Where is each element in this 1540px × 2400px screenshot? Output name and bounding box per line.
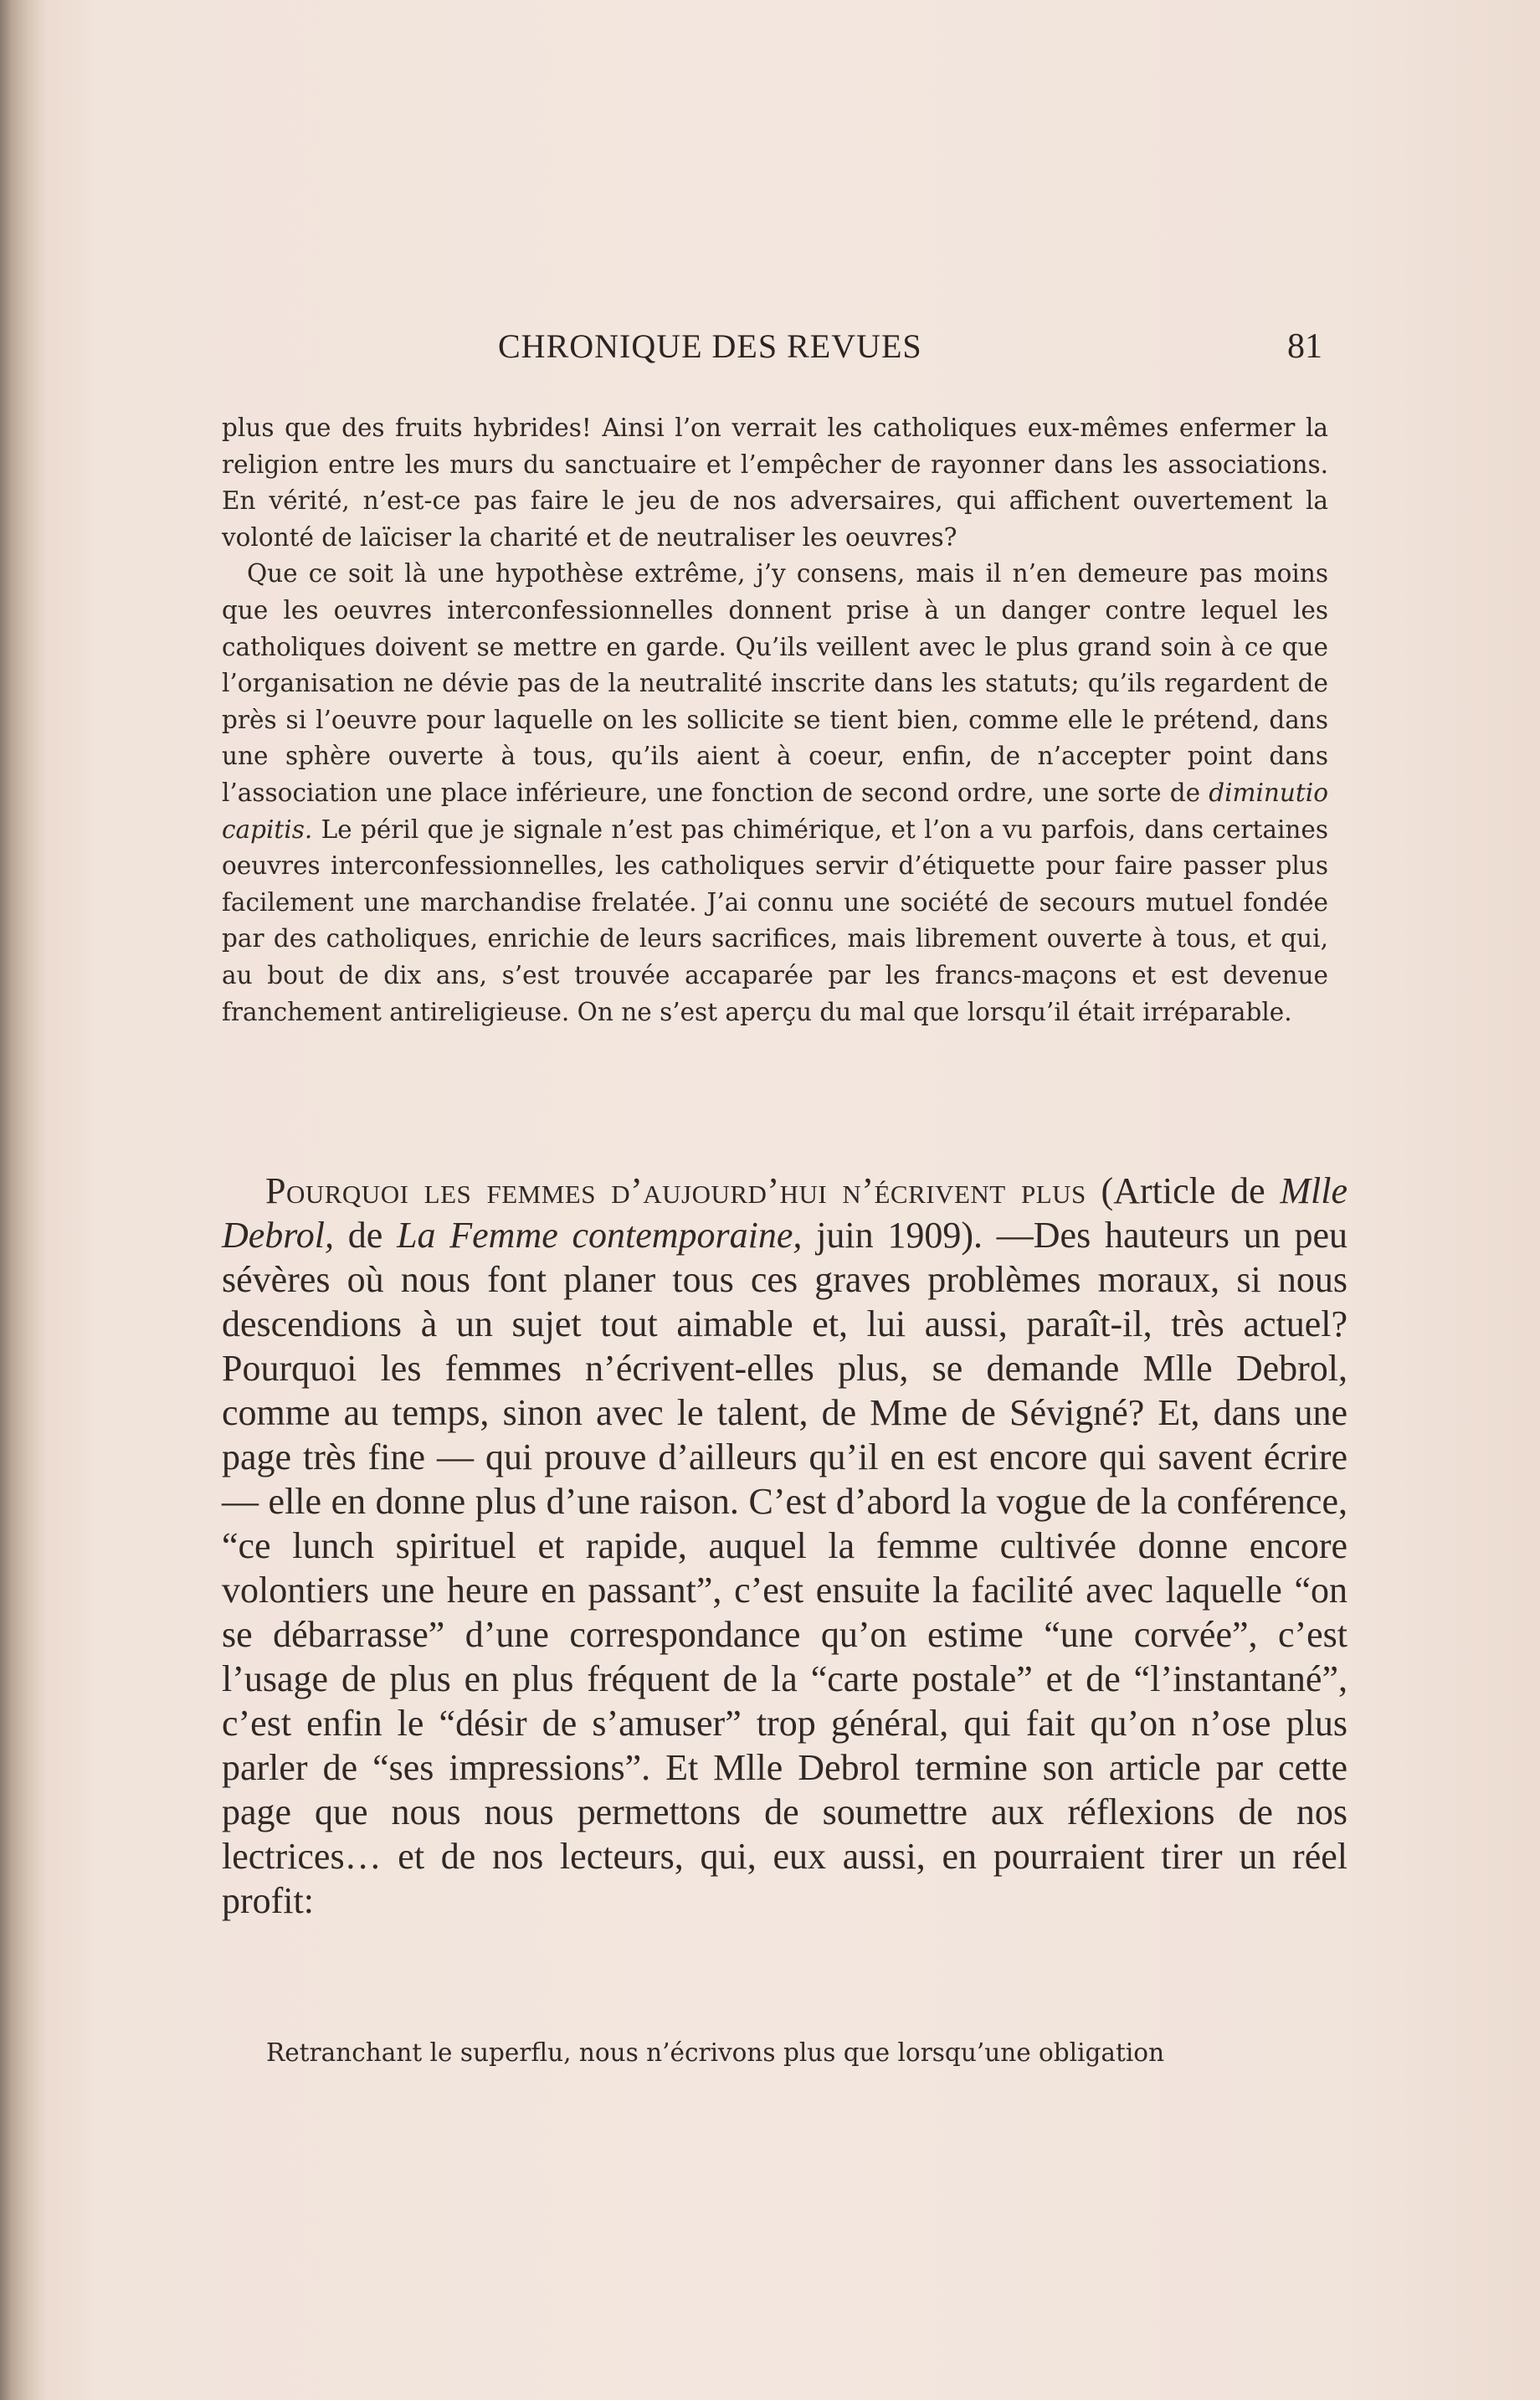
citation-open: (Article de [1101,1170,1265,1211]
citation-de: de [347,1215,383,1256]
author-name: Mlle Debrol, [222,1170,1348,1256]
article-section [222,1169,1348,1923]
paragraph [222,1169,1348,1923]
paragraph-text: Que ce soit là une hypothèse extrême, j’y consens, mais il n’en demeure pas moins que les oeuvres interconfessionnelles donnent prise à un danger contre lequel les catholiques doivent se mettre en garde. Qu’ils veillent avec le plus grand soin à ce que l’organisation ne dévie pas de la neutralité inscrite dans les statuts; qu’ils regardent de près si l’oeuvre pour laquelle on les sollicite se tient bien, comme elle le prétend, dans une sphère ouverte à tous, qu’ils aient à coeur, enfin, de n’accepter point dans l’association une place inférieure, une fonction de second ordre, une sorte de [222,559,1328,807]
running-head: CHRONIQUE DES REVUES [498,327,922,365]
citation-date: juin 1909). [816,1215,983,1256]
page-header [498,326,1322,377]
quotation-start: Retranchant le superflu, nous n’écrivons plus que lorsqu’une obligation [266,2038,1165,2067]
article-continuation [222,410,1328,1030]
paragraph-text: Le péril que je signale n’est pas chimérique, et l’on a vu parfois, dans certaines oeuvres interconfessionnelles, les catholiques servir d’étiquette pour faire passer plus facilement une marchandise frelatée. J’ai connu une société de secours mutuel fondée par des catholiques, enrichie de leurs sacrifices, mais librement ouverte à tous, et qui, au bout de dix ans, s’est trouvée accaparée par les francs-maçons et est devenue franchement antireligieuse. On ne s’est aperçu du mal que lorsqu’il était irréparable. [222,815,1328,1026]
section-heading: Pourquoi les femmes d’aujourd’hui n’écrivent plus [265,1170,1086,1211]
paragraph-text: —Des hauteurs un peu sévères où nous font planer tous ces graves problèmes moraux, si nous descendions à un sujet tout aimable et, lui aussi, paraît-il, très actuel? Pourquoi les femmes n’écrivent-elles plus, se demande Mlle Debrol, comme au temps, sinon avec le talent, de Mme de Sévigné? Et, dans une page très fine — qui prouve d’ailleurs qu’il en est encore qui savent écrire — elle en donne plus d’une raison. C’est d’abord la vogue de la conférence, “ce lunch spirituel et rapide, auquel la femme cultivée donne encore volontiers une heure en passant”, c’est ensuite la facilité avec laquelle “on se débarrasse” d’une correspondance qu’on estime “une corvée”, c’est l’usage de plus en plus fréquent de la “carte postale” et de “l’instantané”, c’est enfin le “désir de s’amuser” trop général, qui fait qu’on n’ose plus parler de “ses impressions”. Et Mlle Debrol termine son article par cette page que nous nous permettons de soumettre aux réflexions de nos lectrices… et de nos lecteurs, qui, eux aussi, en pourraient tirer un réel profit: [222,1215,1348,1921]
paragraph [222,556,1328,1030]
journal-title: La Femme contemporaine, [397,1215,803,1256]
paragraph: plus que des fruits hybrides! Ainsi l’on verrait les catholiques eux-mêmes enfermer la religion entre les murs du sanctuaire et l’empêcher de rayonner dans les associations. En vérité, n’est-ce pas faire le jeu de nos adversaires, qui affichent ouvertement la volonté de laïciser la charité et de neutraliser les oeuvres? [222,414,1328,552]
page-number: 81 [1287,327,1322,366]
latin-phrase: diminutio capitis. [222,778,1328,844]
book-gutter-shadow [0,0,46,2400]
